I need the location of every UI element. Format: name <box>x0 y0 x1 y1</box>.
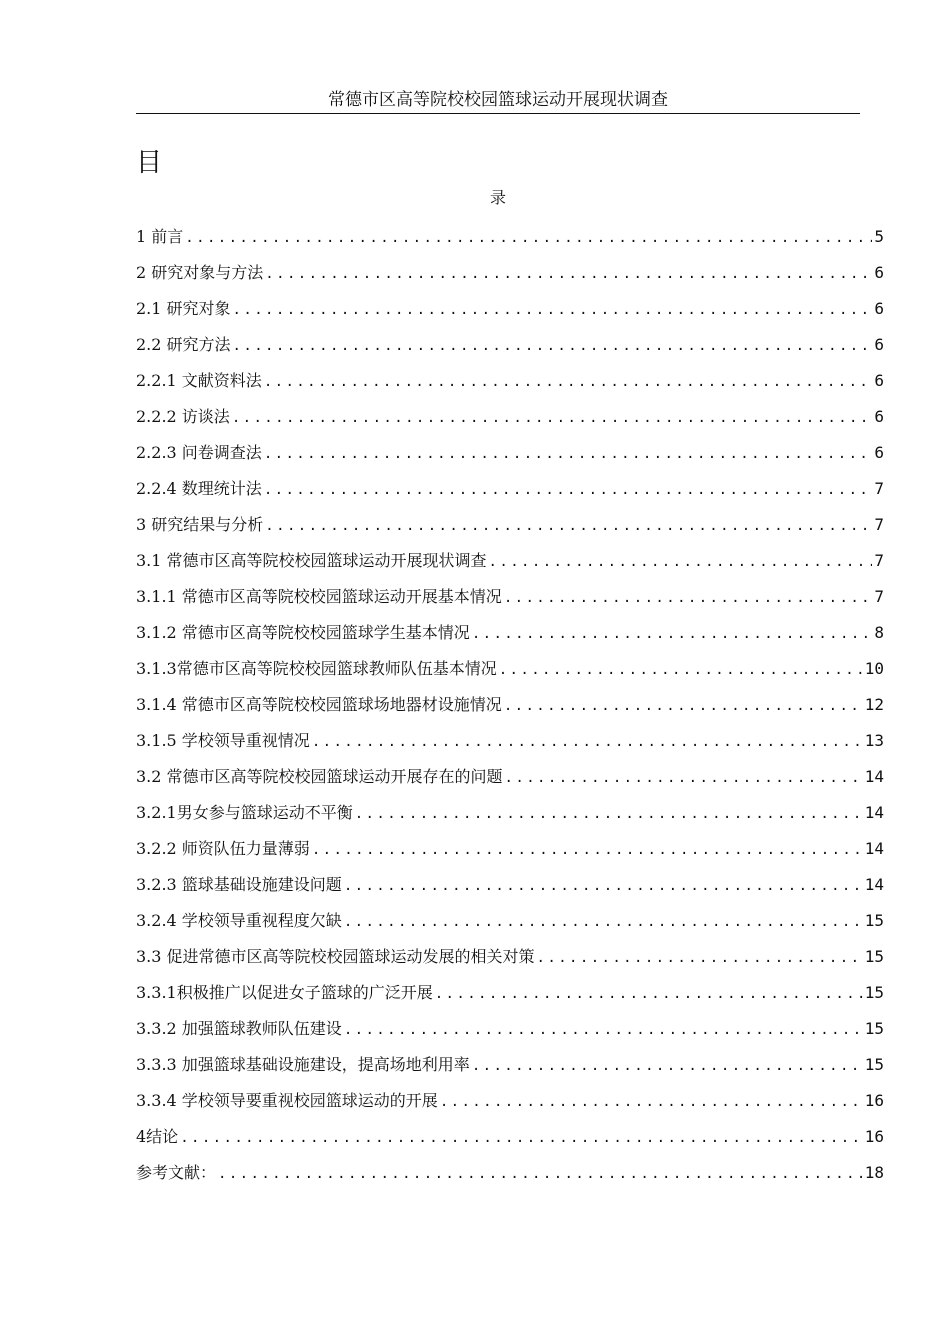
toc-entry-page-number: 6 <box>874 299 884 318</box>
toc-entry[interactable] <box>136 1088 884 1124</box>
toc-dot-leader <box>505 765 863 791</box>
toc-entry-label: 2.2.1 文献资料法 <box>136 371 262 390</box>
toc-dot-leader <box>232 405 873 431</box>
toc-dot-leader <box>504 693 863 719</box>
toc-entry-page-number: 7 <box>874 551 884 570</box>
toc-entry-page-number: 15 <box>864 1019 884 1038</box>
toc-entry-page-number: 5 <box>874 227 884 246</box>
toc-entry[interactable] <box>136 620 884 656</box>
toc-entry[interactable] <box>136 512 884 548</box>
toc-entry-page-number: 10 <box>864 659 884 678</box>
toc-dot-leader <box>435 981 863 1007</box>
toc-entry[interactable] <box>136 980 884 1016</box>
toc-entry-page-number: 6 <box>874 335 884 354</box>
toc-entry-page-number: 15 <box>864 947 884 966</box>
toc-entry[interactable] <box>136 1016 884 1052</box>
toc-dot-leader <box>355 801 863 827</box>
toc-entry[interactable] <box>136 1124 884 1160</box>
toc-entry[interactable] <box>136 584 884 620</box>
toc-dot-leader <box>265 261 872 287</box>
toc-entry-label: 3.3 促进常德市区高等院校校园篮球运动发展的相关对策 <box>136 947 535 966</box>
toc-entry-page-number: 6 <box>874 263 884 282</box>
toc-entry-label: 3.2.4 学校领导重视程度欠缺 <box>136 911 342 930</box>
toc-dot-leader <box>440 1089 863 1115</box>
toc-dot-leader <box>264 369 873 395</box>
header-divider <box>136 113 860 114</box>
toc-entry-label: 2.2 研究方法 <box>136 335 231 354</box>
toc-entry[interactable] <box>136 908 884 944</box>
toc-entry-page-number: 14 <box>864 875 884 894</box>
toc-entry-page-number: 16 <box>864 1127 884 1146</box>
toc-entry-page-number: 7 <box>874 587 884 606</box>
toc-entry-label: 1 前言 <box>136 227 184 246</box>
toc-entry-label: 3.2.2 师资队伍力量薄弱 <box>136 839 310 858</box>
toc-dot-leader <box>185 225 872 251</box>
toc-entry[interactable] <box>136 944 884 980</box>
toc-dot-leader <box>265 513 872 539</box>
toc-entry-label: 3.1.3常德市区高等院校校园篮球教师队伍基本情况 <box>136 659 497 678</box>
toc-entry[interactable] <box>136 692 884 728</box>
running-header-title: 常德市区高等院校校园篮球运动开展现状调查 <box>328 90 668 110</box>
toc-dot-leader <box>264 441 873 467</box>
toc-entry-page-number: 15 <box>864 1055 884 1074</box>
toc-entry[interactable] <box>136 368 884 404</box>
toc-entry-label: 3.3.4 学校领导要重视校园篮球运动的开展 <box>136 1091 438 1110</box>
toc-entry-page-number: 14 <box>864 839 884 858</box>
toc-entry-label: 参考文献： <box>136 1163 217 1182</box>
toc-dot-leader <box>344 1017 863 1043</box>
toc-entry[interactable] <box>136 296 884 332</box>
toc-entry[interactable] <box>136 224 884 260</box>
toc-entry-page-number: 15 <box>864 911 884 930</box>
toc-entry-page-number: 7 <box>874 479 884 498</box>
toc-title-first-char: 目 <box>136 148 163 178</box>
toc-dot-leader <box>264 477 873 503</box>
toc-entry-label: 2.2.2 访谈法 <box>136 407 230 426</box>
toc-entry-page-number: 6 <box>874 371 884 390</box>
toc-entry-page-number: 14 <box>864 803 884 822</box>
toc-dot-leader <box>499 657 863 683</box>
toc-entry-label: 4结论 <box>136 1127 179 1146</box>
toc-entry-label: 3.1.1 常德市区高等院校校园篮球运动开展基本情况 <box>136 587 502 606</box>
toc-entry-page-number: 6 <box>874 443 884 462</box>
toc-dot-leader <box>180 1125 863 1151</box>
toc-entry-label: 3.3.2 加强篮球教师队伍建设 <box>136 1019 342 1038</box>
toc-entry-label: 3 研究结果与分析 <box>136 515 264 534</box>
toc-entry-label: 3.3.1积极推广以促进女子篮球的广泛开展 <box>136 983 433 1002</box>
toc-entry[interactable] <box>136 728 884 764</box>
toc-entry[interactable] <box>136 1052 884 1088</box>
toc-entry[interactable] <box>136 836 884 872</box>
toc-entry[interactable] <box>136 764 884 800</box>
toc-entry-page-number: 7 <box>874 515 884 534</box>
toc-dot-leader <box>344 873 863 899</box>
toc-title-second-char: 录 <box>489 188 506 207</box>
toc-entry-page-number: 6 <box>874 407 884 426</box>
toc-entry[interactable] <box>136 1160 884 1196</box>
toc-dot-leader <box>312 729 863 755</box>
toc-entry-page-number: 16 <box>864 1091 884 1110</box>
toc-entry[interactable] <box>136 440 884 476</box>
toc-entry-label: 3.2.3 篮球基础设施建设问题 <box>136 875 342 894</box>
toc-dot-leader <box>218 1161 863 1187</box>
toc-dot-leader <box>504 585 873 611</box>
toc-entry-label: 2.2.4 数理统计法 <box>136 479 262 498</box>
toc-entry[interactable] <box>136 332 884 368</box>
toc-entry-label: 2 研究对象与方法 <box>136 263 264 282</box>
toc-entry[interactable] <box>136 404 884 440</box>
toc-entry-label: 3.2 常德市区高等院校校园篮球运动开展存在的问题 <box>136 767 503 786</box>
toc-entry-label: 3.3.3 加强篮球基础设施建设，提高场地利用率 <box>136 1055 470 1074</box>
toc-entry[interactable] <box>136 656 884 692</box>
toc-dot-leader <box>233 333 873 359</box>
toc-entry-label: 3.1.5 学校领导重视情况 <box>136 731 310 750</box>
toc-entry-page-number: 13 <box>864 731 884 750</box>
toc-entry-page-number: 15 <box>864 983 884 1002</box>
toc-dot-leader <box>312 837 863 863</box>
toc-entry[interactable] <box>136 476 884 512</box>
toc-dot-leader <box>537 945 863 971</box>
toc-entry-page-number: 18 <box>864 1163 884 1182</box>
toc-entry-label: 3.1 常德市区高等院校校园篮球运动开展现状调查 <box>136 551 487 570</box>
toc-entry-label: 3.1.4 常德市区高等院校校园篮球场地器材设施情况 <box>136 695 502 714</box>
toc-dot-leader <box>233 297 873 323</box>
toc-entry-page-number: 14 <box>864 767 884 786</box>
table-of-contents <box>136 224 884 1196</box>
toc-entry[interactable] <box>136 548 884 584</box>
toc-dot-leader <box>489 549 873 575</box>
toc-dot-leader <box>344 909 863 935</box>
toc-entry-label: 3.1.2 常德市区高等院校校园篮球学生基本情况 <box>136 623 470 642</box>
toc-entry[interactable] <box>136 800 884 836</box>
toc-entry[interactable] <box>136 260 884 296</box>
toc-entry-label: 3.2.1男女参与篮球运动不平衡 <box>136 803 353 822</box>
toc-entry[interactable] <box>136 872 884 908</box>
toc-dot-leader <box>472 1053 863 1079</box>
toc-entry-page-number: 8 <box>874 623 884 642</box>
toc-dot-leader <box>472 621 873 647</box>
toc-entry-page-number: 12 <box>864 695 884 714</box>
toc-entry-label: 2.1 研究对象 <box>136 299 231 318</box>
toc-entry-label: 2.2.3 问卷调查法 <box>136 443 262 462</box>
